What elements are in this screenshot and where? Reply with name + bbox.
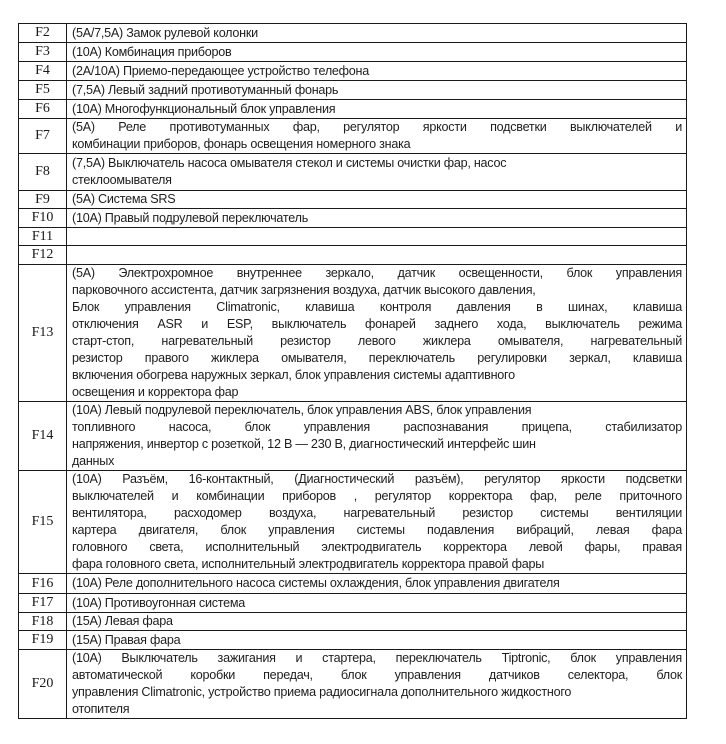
description-line: (10A) Многофункциональный блок управления: [72, 101, 336, 116]
fuse-id: F20: [19, 650, 67, 719]
description-line: (10A) Разъём, 16-контактный, (Диагностический разъём), регулятор яркости подсветки: [72, 472, 682, 486]
fuse-row-f19: [19, 631, 687, 650]
description-line: данных: [72, 454, 115, 468]
fuse-table: [18, 23, 687, 719]
fuse-id: F18: [19, 613, 67, 631]
description-line: резистор правого жиклера омывателя, переключатель регулировки зеркал, клавиша: [72, 351, 682, 365]
description-line: фара головного света, исполнительный электродвигатель корректора правой фары: [72, 557, 545, 571]
description-line: (5A/7,5A) Замок рулевой колонки: [72, 25, 258, 40]
fuse-description: [67, 574, 687, 594]
fuse-id: F4: [19, 62, 67, 81]
description-line: [72, 228, 682, 245]
fuse-description: [67, 631, 687, 650]
description-line: парковочного ассистента, датчик загрязнения воздуха, датчик высокого давления,: [72, 283, 536, 297]
description-line: (10A) Левый подрулевой переключатель, блок управления ABS, блок управления: [72, 403, 532, 417]
description-line: головного света, исполнительный электродвигатель корректора левой фары, правая: [72, 540, 682, 554]
description-line: выключателей и комбинации приборов , регулятор корректора фар, реле приточного: [72, 489, 682, 503]
description-line: (5A) Электрохромное внутреннее зеркало, датчик освещенности, блок управления: [72, 266, 682, 280]
fuse-description: [67, 613, 687, 631]
description-line: [72, 247, 682, 264]
fuse-id: F12: [19, 246, 67, 265]
description-line: (15A) Правая фара: [72, 632, 181, 647]
fuse-row-f8: [19, 154, 687, 191]
fuse-id: F17: [19, 594, 67, 613]
fuse-description: [67, 594, 687, 613]
fuse-row-f17: [19, 594, 687, 613]
fuse-description: [67, 81, 687, 100]
cropped-text-fragment: [40, 0, 160, 4]
fuse-row-f6: [19, 100, 687, 119]
fuse-id: F10: [19, 209, 67, 228]
fuse-row-f18: [19, 613, 687, 631]
description-line: напряжения, инвертор с розеткой, 12 В — 230 В, диагностический интерфейс шин: [72, 437, 536, 451]
description-line: включения обогрева наружных зеркал, блок управления системы адаптивного: [72, 368, 515, 382]
fuse-description: [67, 24, 687, 43]
fuse-row-f13: [19, 265, 687, 402]
fuse-id: F2: [19, 24, 67, 43]
fuse-id: F16: [19, 574, 67, 594]
description-line: (10A) Комбинация приборов: [72, 44, 232, 59]
fuse-description: [67, 100, 687, 119]
description-line: (10A) Реле дополнительного насоса системы охлаждения, блок управления двигателя: [72, 576, 560, 590]
fuse-row-f4: [19, 62, 687, 81]
fuse-description: [67, 191, 687, 209]
description-line: отопителя: [72, 702, 130, 716]
fuse-id: F8: [19, 154, 67, 191]
description-line: (5A) Система SRS: [72, 192, 176, 206]
fuse-description: [67, 228, 687, 246]
description-line: вентилятора, расходомер воздуха, нагревательный резистор системы вентиляции: [72, 506, 682, 520]
fuse-row-f7: [19, 119, 687, 154]
fuse-id: F5: [19, 81, 67, 100]
fuse-row-f20: [19, 650, 687, 719]
fuse-id: F15: [19, 471, 67, 574]
description-line: (15A) Левая фара: [72, 614, 173, 628]
description-line: (7,5A) Левый задний противотуманный фонарь: [72, 82, 339, 97]
fuse-description: [67, 265, 687, 402]
fuse-row-f15: [19, 471, 687, 574]
fuse-id: F13: [19, 265, 67, 402]
fuse-description: [67, 471, 687, 574]
fuse-row-f5: [19, 81, 687, 100]
fuse-table-body: [19, 24, 687, 719]
fuse-description: [67, 43, 687, 62]
fuse-id: F9: [19, 191, 67, 209]
fuse-row-f12: [19, 246, 687, 265]
fuse-id: F19: [19, 631, 67, 650]
fuse-id: F14: [19, 402, 67, 471]
description-line: старт-стоп, нагревательный резистор левого жиклера омывателя, нагревательный: [72, 334, 682, 348]
description-line: (10A) Правый подрулевой переключатель: [72, 210, 309, 225]
fuse-id: F7: [19, 119, 67, 154]
fuse-description: [67, 650, 687, 719]
fuse-description: [67, 154, 687, 191]
fuse-description: [67, 119, 687, 154]
description-line: комбинации приборов, фонарь освещения номерного знака: [72, 137, 411, 151]
fuse-row-f16: [19, 574, 687, 594]
fuse-row-f10: [19, 209, 687, 228]
description-line: стеклоомывателя: [72, 173, 172, 187]
description-line: (5A) Реле противотуманных фар, регулятор яркости подсветки выключателей и: [72, 120, 682, 134]
fuse-row-f2: [19, 24, 687, 43]
fuse-description: [67, 246, 687, 265]
description-line: (10A) Выключатель зажигания и стартера, переключатель Tiptronic, блок управления: [72, 651, 682, 665]
fuse-description: [67, 62, 687, 81]
fuse-id: F11: [19, 228, 67, 246]
description-line: освещения и корректора фар: [72, 385, 239, 399]
description-line: управления Climatronic, устройство приема радиосигнала дополнительного жидкостного: [72, 685, 572, 699]
fuse-description: [67, 402, 687, 471]
fuse-description: [67, 209, 687, 228]
fuse-row-f11: [19, 228, 687, 246]
fuse-row-f9: [19, 191, 687, 209]
description-line: автоматической коробки передач, блок управления датчиков селектора, блок: [72, 668, 682, 682]
description-line: картера двигателя, блок управления системы подавления вибраций, левая фара: [72, 523, 682, 537]
description-line: (2A/10A) Приемо-передающее устройство телефона: [72, 63, 369, 78]
description-line: отключения ASR и ESP, выключатель фонарей заднего хода, выключатель режима: [72, 317, 682, 331]
description-line: (7,5A) Выключатель насоса омывателя стекол и системы очистки фар, насос: [72, 156, 507, 170]
description-line: (10A) Противоугонная система: [72, 595, 246, 610]
description-line: Блок управления Climatronic, клавиша контроля давления в шинах, клавиша: [72, 300, 682, 314]
fuse-id: F6: [19, 100, 67, 119]
description-line: топливного насоса, блок управления распознавания прицепа, стабилизатор: [72, 420, 682, 434]
fuse-row-f3: [19, 43, 687, 62]
fuse-id: F3: [19, 43, 67, 62]
fuse-row-f14: [19, 402, 687, 471]
